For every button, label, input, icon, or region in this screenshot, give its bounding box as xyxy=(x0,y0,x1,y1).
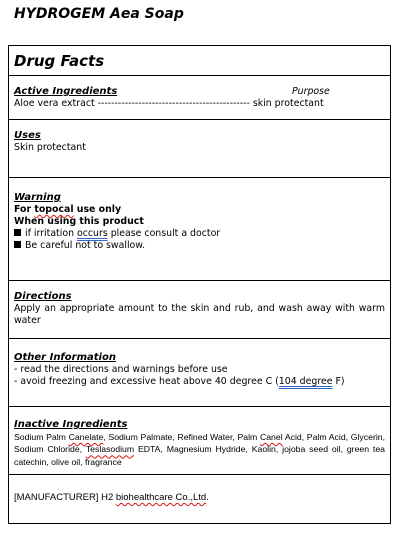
other-information-section xyxy=(9,338,390,406)
inactive-ingredients-section xyxy=(9,406,390,474)
uses-heading: Uses xyxy=(14,130,41,141)
uses-section xyxy=(9,119,390,177)
other-info-line-1: - read the directions and warnings before use xyxy=(14,364,228,375)
warning-line-1: For topocal use only xyxy=(14,204,122,215)
warning-section xyxy=(9,177,390,280)
bullet-square-icon xyxy=(14,229,21,236)
drug-facts-title: Drug Facts xyxy=(14,52,105,70)
inactive-ingredients-text: Sodium Palm Canelate, Sodium Palmate, Refined Water, Palm Canel Acid, Palm Acid, Glycerin, Sodium Chloride, Teslasodium EDTA, Magnesium Hydride, Kaolin, jojoba seed oil, green tea catechin, olive oil, fragrance xyxy=(14,432,386,467)
manufacturer-section xyxy=(9,474,390,525)
drug-facts-panel xyxy=(8,45,391,524)
other-information-heading: Other Information xyxy=(14,352,116,363)
drug-facts-header xyxy=(9,46,390,75)
directions-heading: Directions xyxy=(14,291,72,302)
warning-line-2: When using this product xyxy=(14,216,144,227)
active-ingredients-section xyxy=(9,75,390,119)
purpose-heading: Purpose xyxy=(292,86,330,97)
warning-bullet-1: if irritation occurs please consult a doctor xyxy=(14,228,385,240)
active-ingredients-heading: Active Ingredients xyxy=(14,86,118,97)
product-title: HYDROGEM Aea Soap xyxy=(14,6,184,22)
warning-heading: Warning xyxy=(14,192,61,203)
warning-bullet-2: Be careful not to swallow. xyxy=(14,240,385,252)
other-info-line-2: - avoid freezing and excessive heat above 40 degree C (104 degree F) xyxy=(14,376,345,387)
directions-text: Apply an appropriate amount to the skin and rub, and wash away with warm water xyxy=(14,303,385,326)
uses-text: Skin protectant xyxy=(14,142,86,153)
manufacturer-text: [MANUFACTURER] H2 biohealthcare Co.,Ltd. xyxy=(14,492,209,503)
bullet-square-icon xyxy=(14,241,21,248)
directions-section xyxy=(9,280,390,338)
inactive-ingredients-heading: Inactive Ingredients xyxy=(14,419,128,430)
active-ingredient-line: Aloe vera extract --------------------------------------------- skin protectant xyxy=(14,98,324,109)
